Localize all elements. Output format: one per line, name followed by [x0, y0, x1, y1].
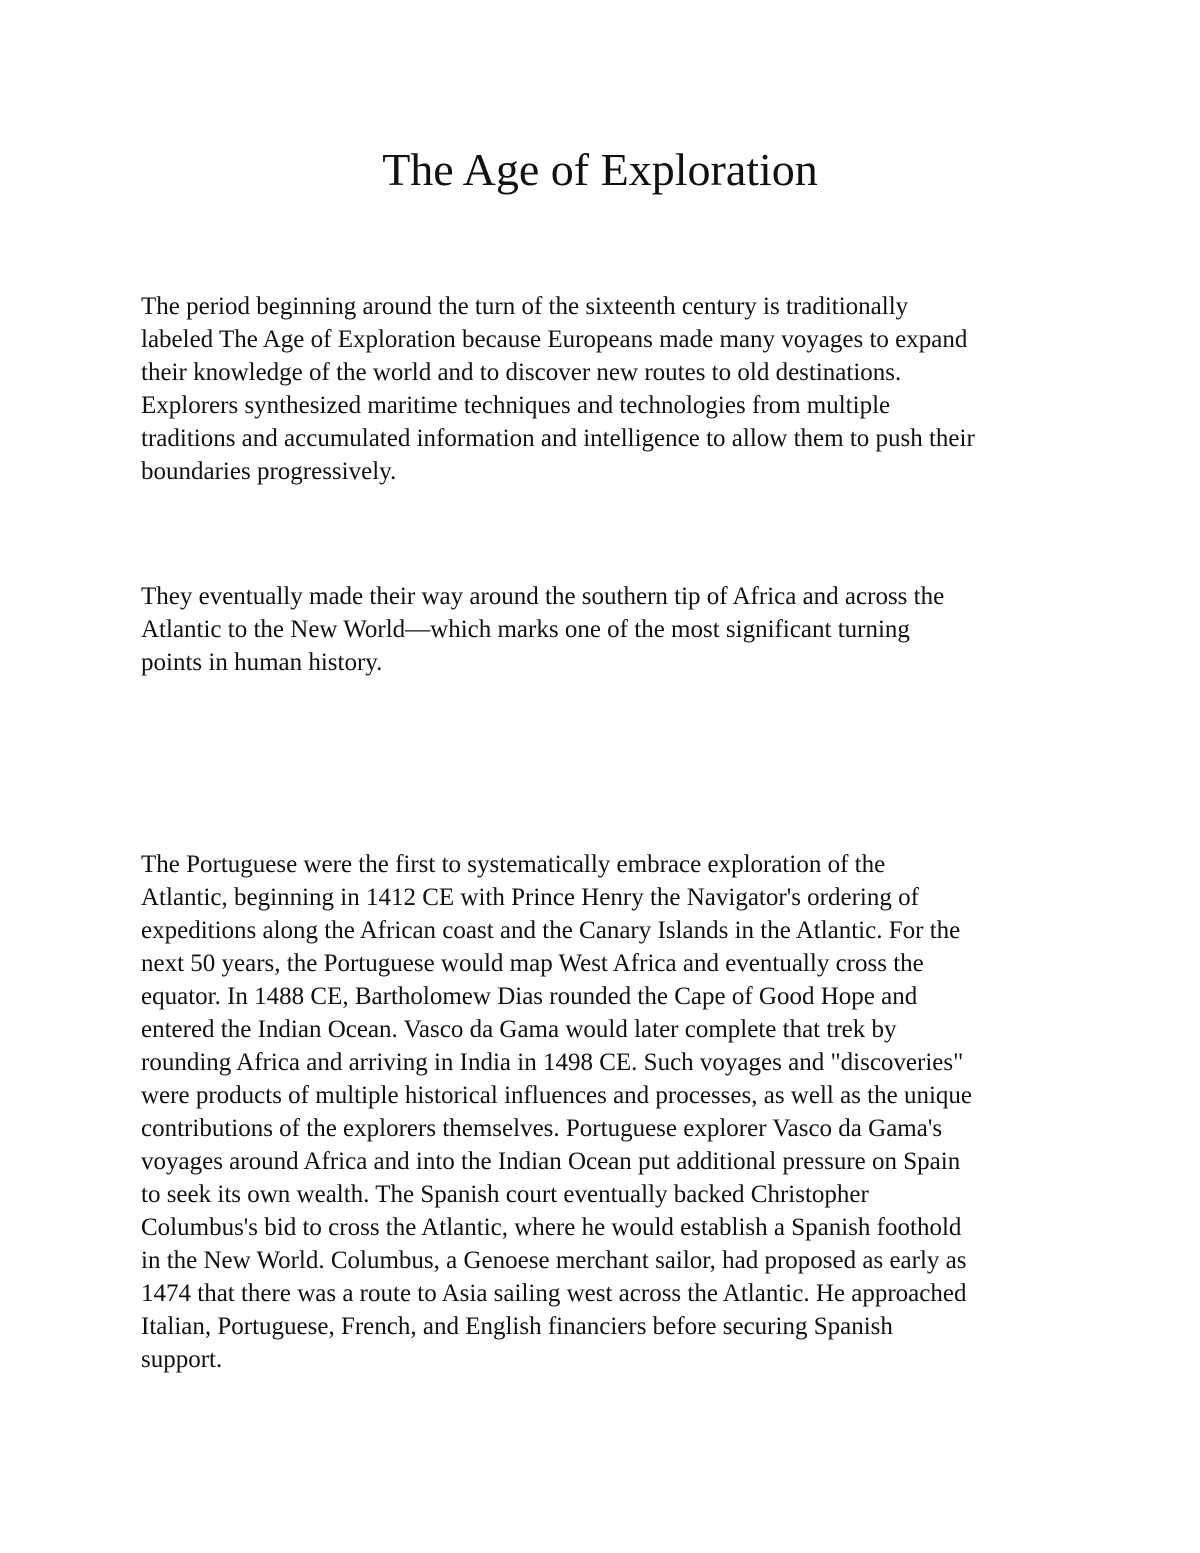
- paragraph-intro: The period beginning around the turn of the sixteenth century is traditionally labeled The Age of Exploration because Europeans made many voyages to expand their knowledge of the world and to discover new routes to old destinations. Explorers synthesized maritime techniques and technologies from multiple traditions and accumulated information and intelligence to allow them to push their boundaries progressively.: [141, 293, 975, 485]
- paragraph-portuguese: The Portuguese were the first to systematically embrace exploration of the Atlantic, beginning in 1412 CE with Prince Henry the Navigator's ordering of expeditions along the African coast and the Canary Islands in the Atlantic. For the next 50 years, the Portuguese would map West Africa and eventually cross the equator. In 1488 CE, Bartholomew Dias rounded the Cape of Good Hope and entered the Indian Ocean. Vasco da Gama would later complete that trek by rounding Africa and arriving in India in 1498 CE. Such voyages and "discoveries" were products of multiple historical influences and processes, as well as the unique contributions of the explorers themselves. Portuguese explorer Vasco da Gama's voyages around Africa and into the Indian Ocean put additional pressure on Spain to seek its own wealth. The Spanish court eventually backed Christopher Columbus's bid to cross the Atlantic, where he would establish a Spanish foothold in the New World. Columbus, a Genoese merchant sailor, had proposed as early as 1474 that there was a route to Asia sailing west across the Atlantic. He approached Italian, Portuguese, French, and English financiers before securing Spanish support.: [141, 851, 973, 1373]
- paragraph-new-world: They eventually made their way around the southern tip of Africa and across the Atlantic to the New World—which marks one of the most significant turning points in human history.: [141, 583, 945, 676]
- page-title: The Age of Exploration: [382, 144, 818, 195]
